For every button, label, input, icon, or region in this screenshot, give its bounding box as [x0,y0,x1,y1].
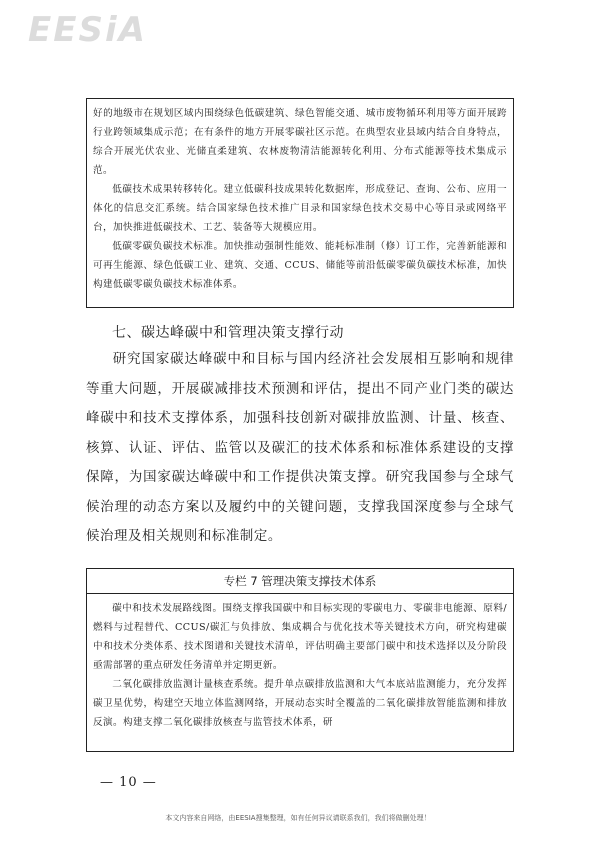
footer-disclaimer: 本文内容来自网络，由EESIA搜集整理，如有任何异议请联系我们，我们将做删处理！ [165,814,431,822]
box2-body [87,594,513,732]
watermark-logo: EESiA [28,10,147,50]
page-number: — 10 — [100,775,157,790]
box2-paragraph-2: 二氧化碳排放监测计量核查系统。提升单点碳排放监测和大气本底站监测能力，充分发挥碳卫星优势，构建空天地立体监测网络，开展动态实时全覆盖的二氧化碳排放智能监测和排放反演。构建支撑二氧化碳排放核查与监管技术体系，研 [93,679,507,728]
column-box-7 [86,568,514,752]
section-heading: 七、碳达峰碳中和管理决策支撑行动 [112,325,344,341]
box2-title: 专栏 7 管理决策支撑技术体系 [87,569,513,594]
column-box-continued [86,98,514,308]
box1-paragraph-3: 低碳零碳负碳技术标准。加快推动强制性能效、能耗标准制（修）订工作，完善新能源和可再生能源、绿色低碳工业、建筑、交通、CCUS、储能等前沿低碳零碳负碳技术标准，加快构建低碳零碳负碳技术标准体系。 [93,241,507,290]
box1-paragraph-1: 好的地级市在规划区域内围绕绿色低碳建筑、绿色智能交通、城市废物循环利用等方面开展跨行业跨领域集成示范；在有条件的地方开展零碳社区示范。在典型农业县域内结合自身特点，综合开展光伏农业、光储直柔建筑、农林废物清洁能源转化利用、分布式能源等技术集成示范。 [93,108,507,176]
body-paragraph: 研究国家碳达峰碳中和目标与国内经济社会发展相互影响和规律等重大问题，开展碳减排技术预测和评估，提出不同产业门类的碳达峰碳中和技术支撑体系，加强科技创新对碳排放监测、计量、核查、核算、认证、评估、监管以及碳汇的技术体系和标准体系建设的支撑保障，为国家碳达峰碳中和工作提供决策支撑。研究我国参与全球气候治理的动态方案以及履约中的关键问题，支撑我国深度参与全球气候治理及相关规则和标准制定。 [86,352,514,544]
box2-paragraph-1: 碳中和技术发展路线图。围绕支撑我国碳中和目标实现的零碳电力、零碳非电能源、原料/燃料与过程替代、CCUS/碳汇与负排放、集成耦合与优化技术等关键技术方向，研究构建碳中和技术分类体系、技术图谱和关键技术清单，评估明确主要部门碳中和技术选择以及分阶段亟需部署的重点研发任务清单并定期更新。 [93,603,507,671]
box1-paragraph-2: 低碳技术成果转移转化。建立低碳科技成果转化数据库，形成登记、查询、公布、应用一体化的信息交汇系统。结合国家绿色技术推广目录和国家绿色技术交易中心等目录或网络平台，加快推进低碳技术、工艺、装备等大规模应用。 [93,184,507,233]
